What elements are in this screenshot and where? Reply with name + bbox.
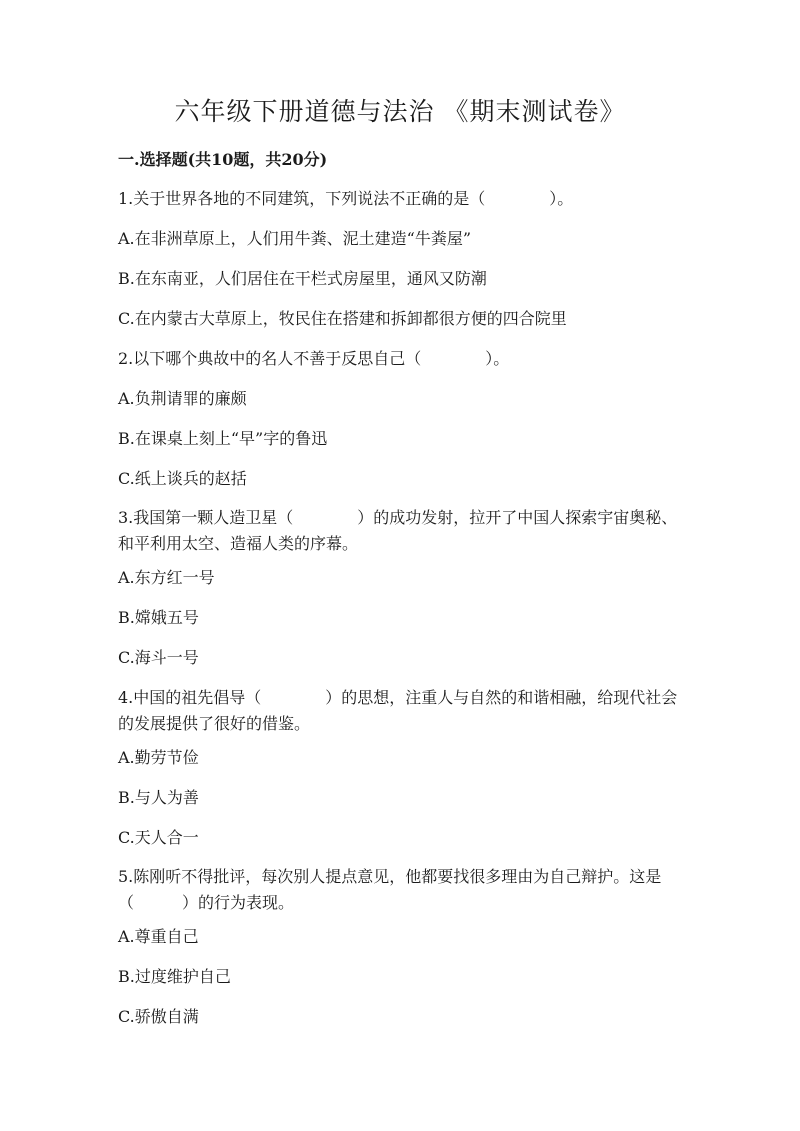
question-4-option-c: C.天人合一 [118,828,199,847]
question-4-option-a: A.勤劳节俭 [118,748,199,767]
question-3-stem: 3.我国第一颗人造卫星（ ）的成功发射，拉开了中国人探索宇宙奥秘、和平利用太空、造福人类的序幕。 [118,508,678,553]
section-heading: 一.选择题(共10题，共20分) [118,150,328,169]
question-5-option-c: C.骄傲自满 [118,1007,199,1026]
question-1-option-c: C.在内蒙古大草原上，牧民住在搭建和拆卸都很方便的四合院里 [118,309,567,328]
question-5-option-b: B.过度维护自己 [118,967,231,986]
question-2-option-c: C.纸上谈兵的赵括 [118,469,247,488]
question-5-stem: 5.陈刚听不得批评，每次别人提点意见，他都要找很多理由为自己辩护。这是（ ）的行为表现。 [118,867,662,912]
question-1-option-a: A.在非洲草原上，人们用牛粪、泥土建造“牛粪屋” [118,229,472,248]
page-title: 六年级下册道德与法治 《期末测试卷》 [174,97,626,126]
question-2-option-b: B.在课桌上刻上“早”字的鲁迅 [118,429,328,448]
question-4-option-b: B.与人为善 [118,788,199,807]
question-4-stem: 4.中国的祖先倡导（ ）的思想，注重人与自然的和谐相融，给现代社会的发展提供了很好的借鉴。 [118,688,678,733]
question-3-option-a: A.东方红一号 [118,568,215,587]
question-1-option-b: B.在东南亚，人们居住在干栏式房屋里，通风又防潮 [118,269,487,288]
question-2-option-a: A.负荆请罪的廉颇 [118,389,247,408]
question-1-stem: 1.关于世界各地的不同建筑，下列说法不正确的是（ ）。 [118,189,574,208]
question-3-option-c: C.海斗一号 [118,648,199,667]
question-2-stem: 2.以下哪个典故中的名人不善于反思自己（ ）。 [118,349,510,368]
question-5-option-a: A.尊重自己 [118,927,199,946]
question-3-option-b: B.嫦娥五号 [118,608,199,627]
